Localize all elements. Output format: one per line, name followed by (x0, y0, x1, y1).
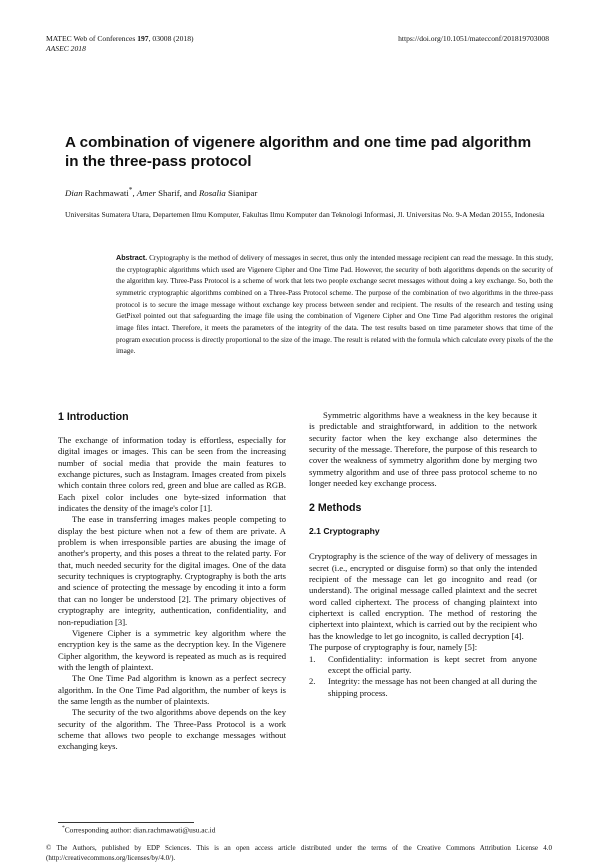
right-column (309, 410, 537, 699)
journal-volume: 197 (137, 34, 149, 43)
paragraph: The exchange of information today is effortless, especially for digital images or images. This can be seen from the increasing number of social media that provide the main features to exchange pictures, such as Instagram. Images created from pixels which contain three colors red, green and blue are called as RGB. Each pixel color includes one byte-sized information that indicates the density of the image's color [1]. (58, 435, 286, 514)
section-heading-introduction: 1 Introduction (58, 411, 129, 423)
conference-name: AASEC 2018 (46, 44, 86, 53)
paragraph: The One Time Pad algorithm is known as a perfect secrecy algorithm. In the One Time Pad algorithm, the number of keys is the same length as the number of plaintexts. (58, 673, 286, 706)
running-header-left (46, 34, 194, 54)
list-item (309, 654, 537, 677)
corresponding-author-email: Corresponding author: dian.rachmawati@usu.ac.id (64, 825, 216, 835)
author-1-first-name: Dian (65, 187, 83, 198)
purpose-list (309, 654, 537, 699)
paper-title: A combination of vigenere algorithm and one time pad algorithm in the three-pass protocol (65, 134, 532, 170)
paragraph: The security of the two algorithms above depends on the key security of the algorithm. The Three-Pass Protocol is a work scheme that allows two people to exchange messages without exchanging keys. (58, 707, 286, 752)
corresponding-author-mark: * (128, 185, 133, 194)
paragraph: The purpose of cryptography is four, namely [5]: (309, 642, 478, 653)
footnote-rule (58, 822, 194, 823)
article-number-year: , 03008 (2018) (148, 34, 194, 43)
abstract-label: Abstract. (116, 253, 148, 262)
list-item-text: Integrity: the message has not been changed at all during the shipping process. (328, 676, 537, 698)
subsection-heading-cryptography: 2.1 Cryptography (309, 526, 380, 537)
list-number: 2. (309, 676, 316, 687)
footnote-mark: * (62, 825, 65, 831)
paragraph: Cryptography is the science of the way of delivery of messages in secret (i.e., encrypted or disguise form) so that only the intended recipient of the message can let go incognito and read (or understand). The original message called plaintext and the secret word called ciphertext. The process of changing plaintext into ciphertext is called encryption. The method of restoring the ciphertext into plaintext, which is carried out by the recipient who has the knowledge to let go incognito, is called decryption [4]. (309, 551, 537, 641)
abstract-text: Cryptography is the method of delivery of messages in secret, thus only the intended message recipient can read the message. In this study, the cryptographic algorithms which used are Vigenere Cipher and One Time Pad. However, the security of both algorithms depends on the security of the algorithm key. Three-Pass Protocol is a scheme of work that lets two people exchange secret messages without doing a key exchange. So, both the symmetric cryptographic algorithms combined on a Three-Pass Protocol scheme. The purpose of the combination of two algorithms in the three-pass protocol is to secure the image message without exchange key process between sender and recipient. The results of the research and testing using GetPixel pointed out that safeguarding the image file using the combination of Vigenere Cipher and One Time Pad algorithm restores the original image files intact. Therefore, it meets the parameters of the integrity of the data. The test results based on time parameter shows that time of the program execution process is directly proportional to the size of the image. The result is related with the formula which calculate every pixels of the the image. (116, 254, 553, 356)
affiliation: Universitas Sumatera Utara, Departemen Ilmu Komputer, Fakultas Ilmu Komputer dan Teknologi Informasi, Jl. Universitas No. 9-A Medan 20155, Indonesia (65, 210, 545, 219)
paragraph: Symmetric algorithms have a weakness in the key because it is predictable and straightforward, in addition to the network security factor when the key exchange also determines the security of the message. Therefore, the purpose of this research to cover the weakness of symmetry algorithm done by merging two symmetry algorithm and use of three pass protocol scheme to no longer needed key exchange process. (309, 410, 537, 489)
footnote (62, 825, 215, 834)
doi-link[interactable]: https://doi.org/10.1051/matecconf/201819703008 (398, 34, 549, 43)
section-heading-methods: 2 Methods (309, 502, 362, 515)
author-1-last-name: Rachmawati (82, 187, 129, 198)
author-list (65, 185, 257, 198)
list-number: 1. (309, 653, 316, 664)
list-item-text: Confidentiality: information is kept secret from anyone except the official party. (328, 653, 537, 675)
abstract (116, 252, 553, 358)
journal-name: MATEC Web of Conferences (46, 34, 138, 43)
author-3-first-name: Rosalia (198, 187, 226, 198)
author-2-first-name: Amer (136, 187, 156, 198)
list-item (309, 676, 537, 699)
author-separator: , (132, 187, 137, 198)
license-notice: © The Authors, published by EDP Sciences. This is an open access article distributed under the terms of the Creative Commons Attribution License 4.0 (http://creativecommons.org/licenses/by/4.0/). (46, 844, 552, 862)
paragraph: Vigenere Cipher is a symmetric key algorithm where the encryption key is the same as the decryption key. In the Vigenere Cipher algorithm, the keyword is repeated as much as is required with the length of plaintext. (58, 627, 286, 672)
author-2-last-name: Sharif (155, 187, 180, 198)
author-3-last-name: Sianipar (225, 187, 258, 198)
author-separator: , and (179, 187, 199, 198)
left-column (58, 410, 286, 753)
paragraph: The ease in transferring images makes people competing to display the best picture when not a few of them are private. A problem is when irresponsible parties are abusing the image of another's property, and this poses a threat to the related party. For that, much needed security for the digital images. One of the data security techniques is cryptography. Cryptography is both the arts and science of protecting the message by encoding it into a form that can no longer be understood [2]. The primary objectives of cryptography are integrity, authentication, confidentiality, and non-repudiation [3]. (58, 514, 286, 627)
